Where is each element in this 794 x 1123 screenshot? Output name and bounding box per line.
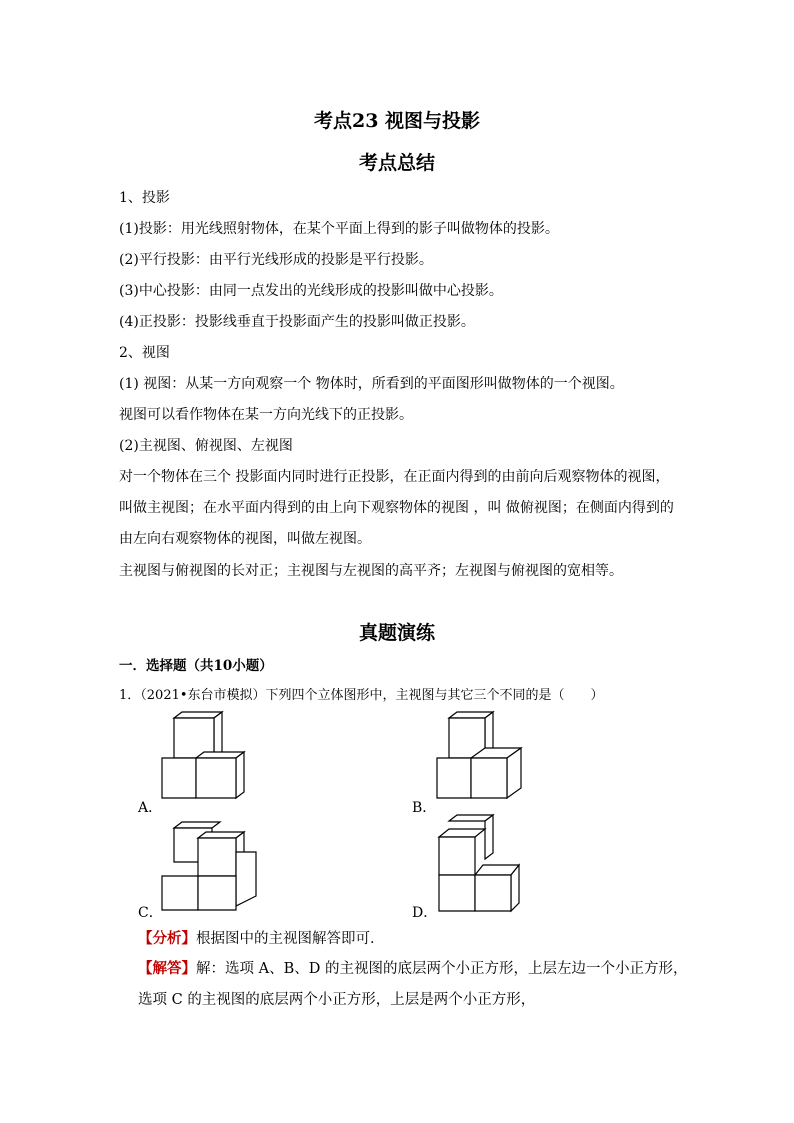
answer-text: 解：选项 A、B、D 的主视图的底层两个小正方形，上层左边一个小正方形， bbox=[196, 961, 688, 977]
summary-line: (2)主视图、俯视图、左视图 bbox=[119, 438, 293, 454]
practice-heading: 真题演练 bbox=[358, 622, 435, 644]
figure-a bbox=[160, 718, 250, 810]
summary-line: 2、视图 bbox=[119, 345, 170, 361]
analysis-tag: 【分析】 bbox=[138, 930, 196, 947]
question-text: 1．（2021•东台市模拟）下列四个立体图形中，主视图与其它三个不同的是（ ） bbox=[119, 688, 604, 703]
summary-line: 主视图与俯视图的长对正；主视图与左视图的高平齐；左视图与俯视图的宽相等。 bbox=[119, 563, 623, 579]
option-a: A． bbox=[138, 800, 163, 816]
summary-line: 视图可以看作物体在某一方向光线下的正投影。 bbox=[119, 407, 413, 423]
page-title: 考点23 视图与投影 bbox=[313, 110, 481, 132]
summary-line: 1、投影 bbox=[119, 190, 170, 206]
summary-line: (2)平行投影：由平行光线形成的投影是平行投影。 bbox=[119, 252, 433, 268]
figure-d bbox=[435, 815, 535, 913]
option-d: D． bbox=[412, 905, 438, 921]
summary-heading: 考点总结 bbox=[358, 152, 435, 174]
summary-line: 叫做主视图；在水平面内得到的由上向下观察物体的视图 ，叫 做俯视图；在侧面内得到的 bbox=[119, 500, 674, 516]
figure-c bbox=[160, 822, 260, 914]
summary-line: (1)投影：用光线照射物体，在某个平面上得到的影子叫做物体的投影。 bbox=[119, 221, 559, 237]
summary-line: 由左向右观察物体的视图，叫做左视图。 bbox=[119, 531, 371, 547]
summary-line: 对一个物体在三个 投影面内同时进行正投影，在正面内得到的由前向后观察物体的视图， bbox=[119, 469, 670, 485]
analysis-line bbox=[138, 927, 385, 948]
answer-line bbox=[138, 957, 687, 978]
answer-line-2: 选项 C 的主视图的底层两个小正方形，上层是两个小正方形， bbox=[138, 992, 536, 1008]
analysis-text: 根据图中的主视图解答即可． bbox=[196, 931, 385, 947]
section-label: 一．选择题（共10小题） bbox=[119, 658, 273, 674]
summary-line: (1) 视图：从某一方向观察一个 物体时，所看到的平面图形叫做物体的一个视图。 bbox=[119, 376, 624, 392]
summary-line: (4)正投影：投影线垂直于投影面产生的投影叫做正投影。 bbox=[119, 314, 475, 330]
option-b: B． bbox=[412, 800, 437, 816]
option-c: C． bbox=[138, 905, 163, 921]
summary-line: (3)中心投影：由同一点发出的光线形成的投影叫做中心投影。 bbox=[119, 283, 503, 299]
answer-tag: 【解答】 bbox=[138, 960, 196, 977]
figure-b bbox=[435, 718, 535, 810]
